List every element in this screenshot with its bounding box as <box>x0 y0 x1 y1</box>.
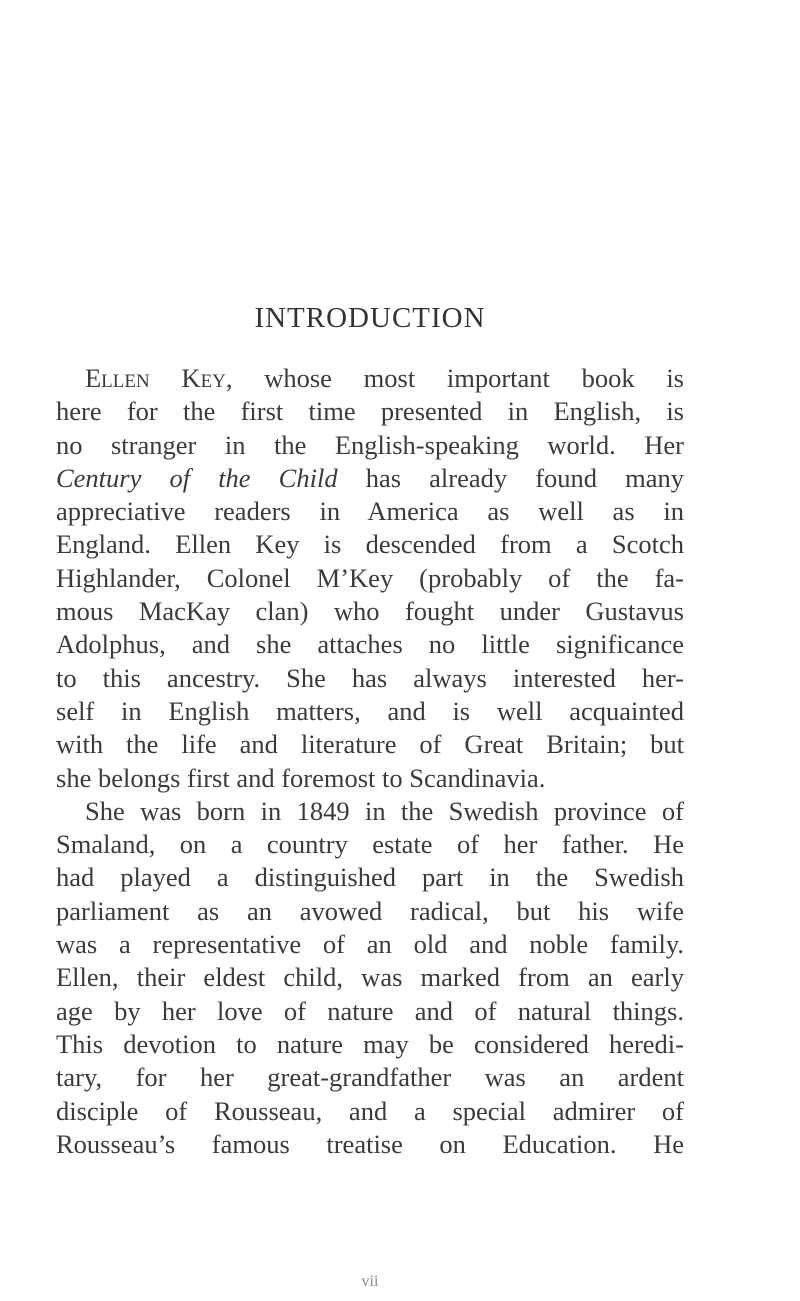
text-line: Highlander, Colonel M’Key (probably of the fa- <box>56 562 684 593</box>
text-line: no stranger in the English-speaking world. Her <box>56 429 684 460</box>
author-name: Ellen Key, <box>85 363 233 393</box>
text-line: to this ancestry. She has always interested her- <box>56 662 684 693</box>
text-line: was a representative of an old and noble family. <box>56 929 684 960</box>
text-line: self in English matters, and is well acquainted <box>56 695 684 726</box>
text-line: disciple of Rousseau, and a special admirer of <box>56 1095 684 1126</box>
text-line: with the life and literature of Great Britain; but <box>56 729 684 760</box>
text-line: age by her love of nature and of natural things. <box>56 995 684 1026</box>
text-line: appreciative readers in America as well as in <box>56 496 684 527</box>
page-number: vii <box>361 1273 379 1290</box>
text-line: she belongs first and foremost to Scandinavia. <box>56 762 546 793</box>
text-line: This devotion to nature may be considered heredi- <box>56 1028 684 1059</box>
body-text <box>56 362 684 1161</box>
chapter-title: INTRODUCTION <box>254 302 486 334</box>
text-line: Rousseau’s famous treatise on Education. He <box>56 1128 684 1159</box>
text-line: Century of the Child has already found many <box>56 462 684 493</box>
text-line: She was born in 1849 in the Swedish province of <box>85 795 684 826</box>
text-line: Smaland, on a country estate of her father. He <box>56 829 684 860</box>
book-title: Century of the Child <box>56 462 338 493</box>
text-line: had played a distinguished part in the Swedish <box>56 862 684 893</box>
text-line: tary, for her great-grandfather was an ardent <box>56 1062 684 1093</box>
text-line: here for the first time presented in English, is <box>56 396 684 427</box>
text-line: England. Ellen Key is descended from a Scotch <box>56 529 684 560</box>
text-line: Ellen Key, whose most important book is <box>85 363 684 393</box>
text-line: parliament as an avowed radical, but his wife <box>56 895 684 926</box>
text-line: mous MacKay clan) who fought under Gustavus <box>56 596 684 627</box>
text-line: Ellen, their eldest child, was marked from an early <box>56 962 684 993</box>
text-line: Adolphus, and she attaches no little significance <box>56 629 684 660</box>
